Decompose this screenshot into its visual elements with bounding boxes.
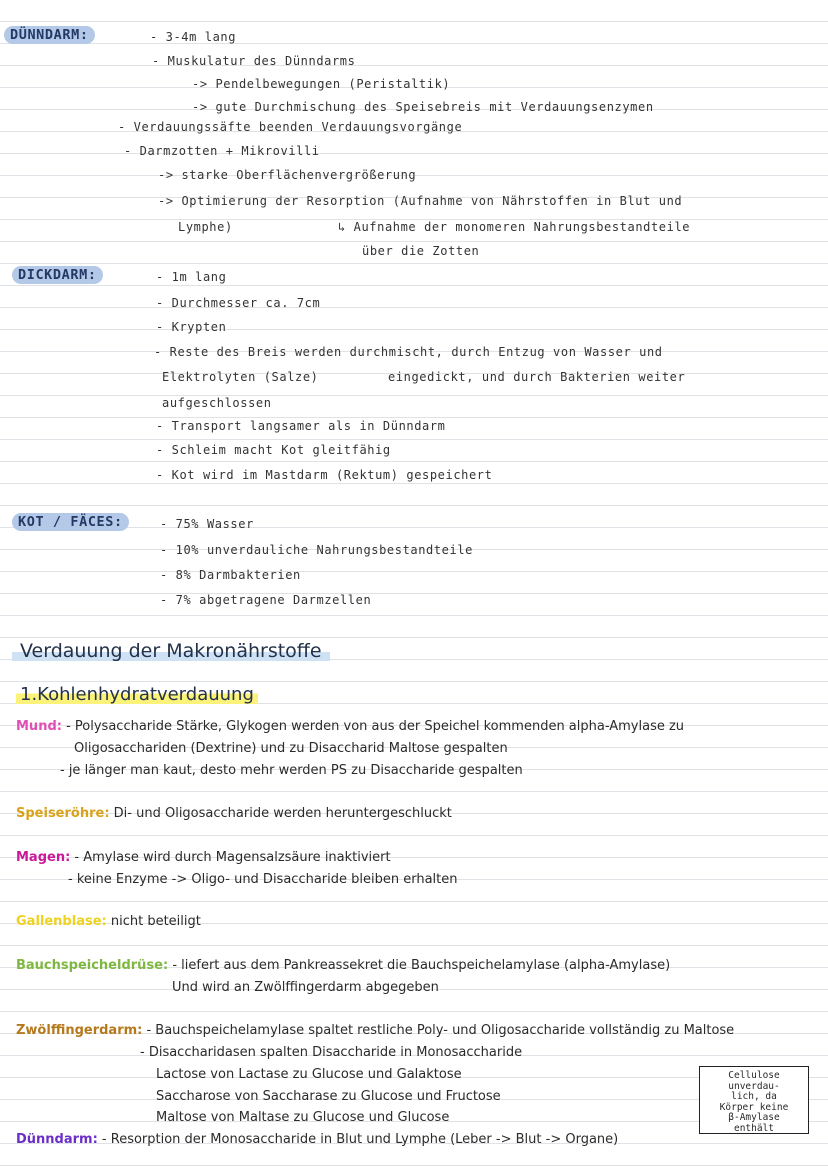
- speiseroehre-line-1: Di- und Oligosaccharide werden heruntergeschluckt: [109, 806, 452, 821]
- duenndarm-line-aufnahme: ↳ Aufnahme der monomeren Nahrungsbestandteile: [338, 220, 691, 234]
- dickdarm-line-eingedickt: eingedickt, und durch Bakterien weiter: [388, 370, 686, 384]
- dickdarm-line-transport: - Transport langsamer als in Dünndarm: [156, 419, 446, 433]
- duenndarm-line-oberflaeche: -> starke Oberflächenvergrößerung: [158, 168, 417, 182]
- bauchspeicheldruese-line-2: Und wird an Zwölffingerdarm abgegeben: [172, 980, 439, 995]
- duenndarm-typed-row: [16, 1132, 618, 1147]
- zwoelffingerdarm-line-2: - Disaccharidasen spalten Disaccharide in Monosaccharide: [140, 1045, 523, 1060]
- duenndarm-line-zotten-ueber: über die Zotten: [362, 244, 480, 258]
- heading-kot: KOT / FÄCES:: [12, 513, 129, 531]
- kot-line-darmzellen: - 7% abgetragene Darmzellen: [160, 593, 372, 607]
- note-line-1: Cellulose: [728, 1070, 780, 1081]
- bauchspeicheldruese-row: [16, 958, 670, 973]
- dickdarm-line-reste: - Reste des Breis werden durchmischt, durch Entzug von Wasser und: [154, 345, 663, 359]
- note-line-6: enthält: [733, 1122, 775, 1134]
- kot-line-bakterien: - 8% Darmbakterien: [160, 568, 301, 582]
- heading-dickdarm: DICKDARM:: [12, 266, 103, 284]
- duenndarm-line-durchmischung: -> gute Durchmischung des Speisebreis mit Verdauungsenzymen: [192, 100, 654, 114]
- mund-line-2: Oligosacchariden (Dextrine) und zu Disaccharid Maltose gespalten: [74, 741, 508, 756]
- duenndarm-line-muskulatur: - Muskulatur des Dünndarms: [152, 54, 356, 68]
- note-line-5: β-Amylase: [728, 1112, 780, 1123]
- subsection-title: 1.Kohlenhydratverdauung: [16, 684, 258, 705]
- zwoelffingerdarm-line-4: Saccharose von Saccharase zu Glucose und Fructose: [156, 1089, 501, 1104]
- zwoelffingerdarm-line-1: - Bauchspeichelamylase spaltet restliche Poly- und Oligosaccharide vollständig zu Maltose: [142, 1023, 735, 1038]
- note-line-4: Körper keine: [719, 1101, 789, 1113]
- gallenblase-row: [16, 914, 201, 929]
- magen-line-2: - keine Enzyme -> Oligo- und Disaccharide bleiben erhalten: [68, 872, 458, 887]
- speiseroehre-label: Speiseröhre:: [16, 806, 110, 821]
- zwoelffingerdarm-line-3: Lactose von Lactase zu Glucose und Galaktose: [156, 1067, 462, 1082]
- magen-line-1: - Amylase wird durch Magensalzsäure inaktiviert: [70, 850, 391, 865]
- mund-line-1: - Polysaccharide Stärke, Glykogen werden von aus der Speichel kommenden alpha-Amylase zu: [66, 719, 685, 734]
- duenndarm-typed-line-1: - Resorption der Monosaccharide in Blut und Lymphe (Leber -> Blut -> Organe): [97, 1132, 619, 1147]
- duenndarm-line-lymphe: Lymphe): [178, 220, 233, 234]
- kot-line-unverdaulich: - 10% unverdauliche Nahrungsbestandteile: [160, 543, 473, 557]
- dickdarm-line-krypten: - Krypten: [156, 320, 227, 334]
- cellulose-note-box: [699, 1066, 809, 1134]
- note-line-3: lich, da: [731, 1091, 777, 1102]
- gallenblase-label: Gallenblase:: [16, 914, 107, 929]
- duenndarm-typed-label: Dünndarm:: [16, 1132, 98, 1147]
- gallenblase-line-1: nicht beteiligt: [106, 914, 201, 929]
- zwoelffingerdarm-line-5: Maltose von Maltase zu Glucose und Glucose: [156, 1110, 450, 1125]
- duenndarm-line-verdauungssaefte: - Verdauungssäfte beenden Verdauungsvorgänge: [118, 120, 463, 134]
- dickdarm-line-kot: - Kot wird im Mastdarm (Rektum) gespeichert: [156, 468, 493, 482]
- mund-line-3: - je länger man kaut, desto mehr werden PS zu Disaccharide gespalten: [60, 763, 523, 778]
- mund-label: Mund:: [16, 719, 62, 734]
- duenndarm-line-zotten: - Darmzotten + Mikrovilli: [124, 144, 320, 158]
- note-line-2: unverdau-: [728, 1080, 780, 1092]
- dickdarm-line-schleim: - Schleim macht Kot gleitfähig: [156, 443, 391, 457]
- kot-line-wasser: - 75% Wasser: [160, 517, 254, 531]
- bauchspeicheldruese-label: Bauchspeicheldrüse:: [16, 958, 169, 973]
- dickdarm-line-aufgeschlossen: aufgeschlossen: [162, 396, 272, 410]
- zwoelffingerdarm-row: [16, 1023, 734, 1038]
- dickdarm-line-elektrolyte: Elektrolyten (Salze): [162, 370, 319, 384]
- dickdarm-line-length: - 1m lang: [156, 270, 227, 284]
- magen-label: Magen:: [16, 850, 71, 865]
- heading-duenndarm: DÜNNDARM:: [4, 26, 95, 44]
- zwoelffingerdarm-label: Zwölffingerdarm:: [16, 1023, 143, 1038]
- bauchspeicheldruese-line-1: - liefert aus dem Pankreassekret die Bauchspeichelamylase (alpha-Amylase): [168, 958, 671, 973]
- magen-row: [16, 850, 391, 865]
- duenndarm-line-length: - 3-4m lang: [150, 30, 237, 44]
- duenndarm-line-pendel: -> Pendelbewegungen (Peristaltik): [192, 77, 451, 91]
- duenndarm-line-resorption: -> Optimierung der Resorption (Aufnahme von Nährstoffen in Blut und: [158, 194, 683, 208]
- dickdarm-line-durchmesser: - Durchmesser ca. 7cm: [156, 296, 321, 310]
- speiseroehre-row: [16, 806, 452, 821]
- mund-row: [16, 719, 684, 734]
- section-title: Verdauung der Makronährstoffe: [12, 640, 330, 662]
